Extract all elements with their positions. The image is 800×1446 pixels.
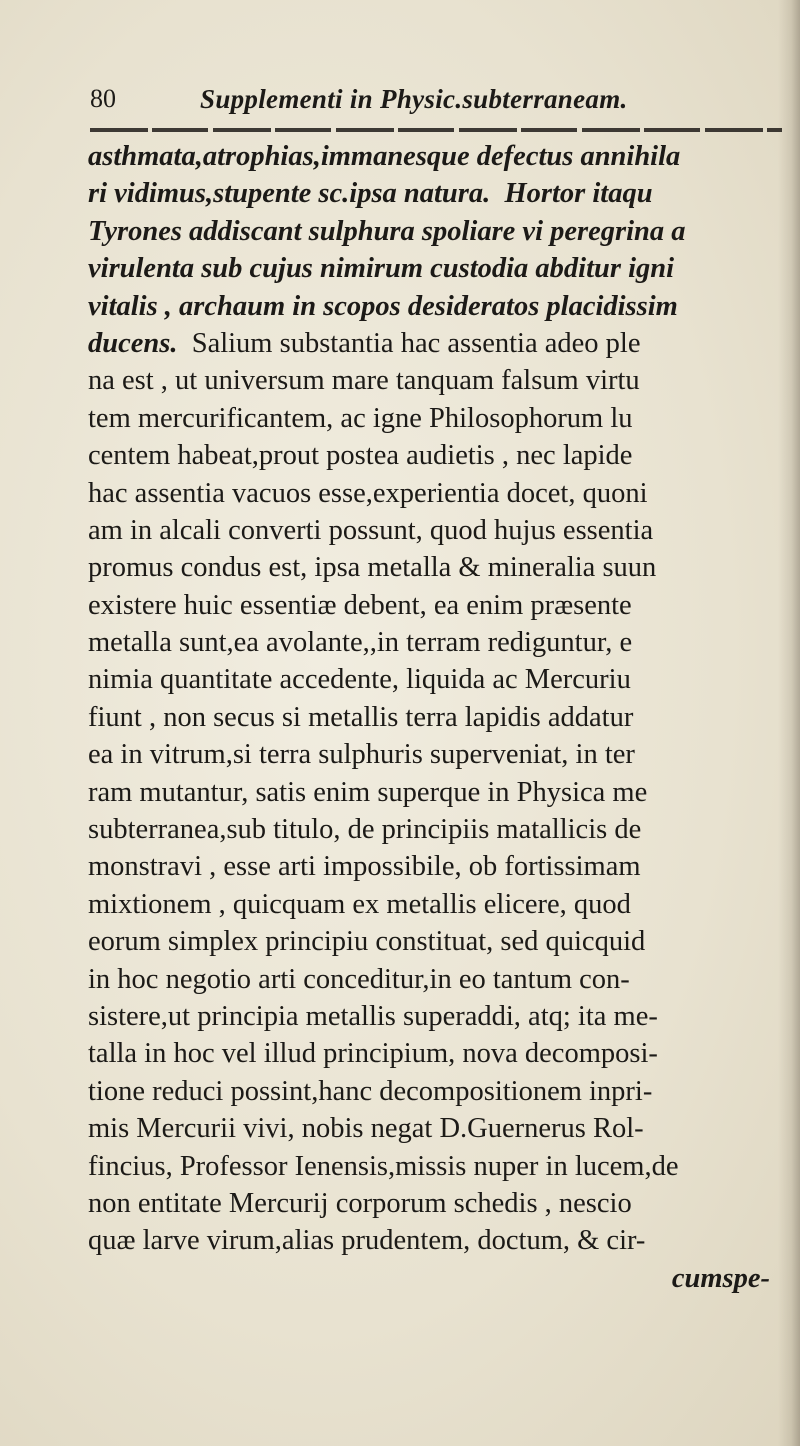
text-line: ri vidimus,stupente sc.ipsa natura. Hortor itaqu [88, 178, 653, 210]
text-line: metalla sunt,ea avolante,,in terram rediguntur, e [88, 627, 633, 659]
text-line: hac assentia vacuos esse,experientia docet, quoni [88, 477, 648, 509]
text-line: ram mutantur, satis enim superque in Physica me [88, 776, 648, 808]
header-rule [90, 128, 782, 132]
text-line: mixtionem , quicquam ex metallis elicere, quod [88, 888, 631, 920]
text-line: non entitate Mercurij corporum schedis , nescio [88, 1187, 632, 1219]
text-line: ea in vitrum,si terra sulphuris superveniat, in ter [88, 739, 635, 771]
text-line: eorum simplex principiu constituat, sed quicquid [88, 926, 646, 958]
text-line: quæ larve virum,alias prudentem, doctum, & cir- [88, 1225, 646, 1257]
text-line: Tyrones addiscant sulphura spoliare vi peregrina a [88, 215, 686, 247]
text-line: na est , ut universum mare tanquam falsum virtu [88, 365, 640, 397]
text-line: mis Mercurii vivi, nobis negat D.Guernerus Rol- [88, 1113, 644, 1145]
running-title: Supplementi in Physic.subterraneam. [200, 84, 628, 114]
text-line: fiunt , non secus si metallis terra lapidis addatur [88, 701, 634, 733]
text-line: fincius, Professor Ienensis,missis nuper in lucem,de [88, 1150, 679, 1182]
text-line: cumspe- [671, 1262, 770, 1294]
text-line: am in alcali converti possunt, quod hujus essentia [88, 514, 654, 546]
text-line: talla in hoc vel illud principium, nova decomposi- [88, 1038, 658, 1070]
body-text [88, 138, 788, 1297]
text-line: promus condus est, ipsa metalla & mineralia suun [88, 552, 657, 584]
page-number: 80 [90, 84, 116, 113]
text-line: vitalis , archaum in scopos desideratos placidissim [88, 290, 678, 322]
text-line: centem habeat,prout postea audietis , nec lapide [88, 440, 633, 472]
text-line: virulenta sub cujus nimirum custodia abditur igni [88, 253, 675, 285]
text-line: monstravi , esse arti impossibile, ob fortissimam [88, 851, 641, 883]
text-line: tione reduci possint,hanc decompositionem inpri- [88, 1075, 653, 1107]
text-line: ducens. Salium substantia hac assentia adeo ple [88, 327, 641, 359]
text-line: asthmata,atrophias,immanesque defectus annihila [88, 141, 681, 172]
page-header [90, 84, 780, 124]
text-line: nimia quantitate accedente, liquida ac Mercuriu [88, 664, 631, 696]
text-line: subterranea,sub titulo, de principiis matallicis de [88, 814, 642, 846]
text-line: tem mercurificantem, ac igne Philosophorum lu [88, 402, 633, 434]
text-line: in hoc negotio arti conceditur,in eo tantum con- [88, 963, 630, 995]
text-line: existere huic essentiæ debent, ea enim præsente [88, 589, 632, 621]
text-line: sistere,ut principia metallis superaddi, atq; ita me- [88, 1000, 658, 1032]
